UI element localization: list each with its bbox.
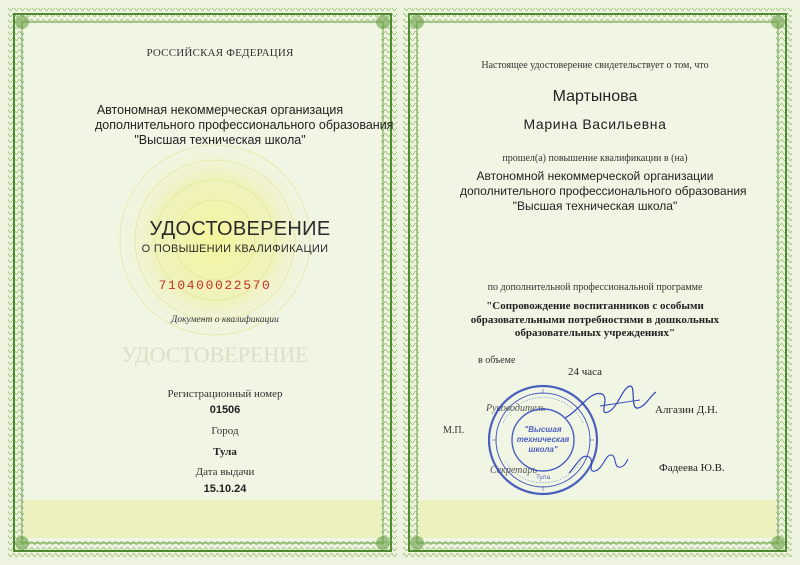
secretary-label: Секретарь — [490, 465, 538, 476]
city-label: Город — [211, 425, 239, 437]
volume-value: 24 часа — [567, 366, 603, 378]
intro-text: Настоящее удостоверение свидетельствует о том, что — [481, 60, 709, 71]
program-title: "Сопровождение воспитанников с особыми образовательными потребностями в дошкольных образовательных учреждениях" — [470, 300, 720, 339]
issue-date: 15.10.24 — [203, 483, 247, 495]
country-label: РОССИЙСКАЯ ФЕДЕРАЦИЯ — [146, 47, 294, 59]
passed-training-text: прошел(а) повышение квалификации в (на) — [502, 153, 688, 164]
volume-label: в объеме — [478, 355, 516, 366]
program-label: по дополнительной профессиональной программе — [487, 282, 703, 293]
stamp-city: Тула — [535, 474, 551, 481]
org-line-1: Автономная некоммерческая организация — [96, 103, 344, 117]
training-organization — [460, 169, 747, 214]
stamp-text-line-3: школа" — [528, 445, 558, 454]
head-name: Алгазин Д.Н. — [655, 404, 718, 416]
org-line-3: "Высшая техническая школа" — [512, 199, 678, 213]
stamp-place-label: М.П. — [443, 425, 465, 436]
stamp-text-line-2: техническая — [516, 435, 570, 444]
holder-surname: Мартынова — [552, 88, 638, 105]
document-subtitle: О ПОВЫШЕНИИ КВАЛИФИКАЦИИ — [141, 243, 329, 255]
org-line-3: "Высшая техническая школа" — [134, 133, 306, 147]
issuing-organization — [95, 103, 394, 148]
org-line-1: Автономной некоммерческой организации — [476, 169, 714, 183]
issue-date-label: Дата выдачи — [195, 466, 255, 478]
stamp-text-line-1: "Высшая — [524, 425, 562, 434]
registration-number: 01506 — [209, 404, 241, 416]
serial-number: 710400022570 — [158, 278, 272, 293]
secretary-name: Фадеева Ю.В. — [659, 462, 725, 474]
head-signature-icon — [560, 380, 660, 425]
city-value: Тула — [213, 446, 237, 458]
document-title: УДОСТОВЕРЕНИЕ — [149, 218, 331, 240]
holder-given-names: Марина Васильевна — [523, 116, 667, 132]
registration-label: Регистрационный номер — [167, 388, 283, 400]
document-caption: Документ о квалификации — [171, 315, 279, 325]
org-line-2: дополнительного профессионального образования — [460, 184, 747, 198]
secretary-signature-icon — [565, 445, 630, 480]
head-label: Руководитель — [486, 403, 546, 414]
svg-text:УДОСТОВЕРЕНИЕ: УДОСТОВЕРЕНИЕ — [121, 342, 309, 367]
org-line-2: дополнительного профессионального образования — [95, 118, 394, 132]
